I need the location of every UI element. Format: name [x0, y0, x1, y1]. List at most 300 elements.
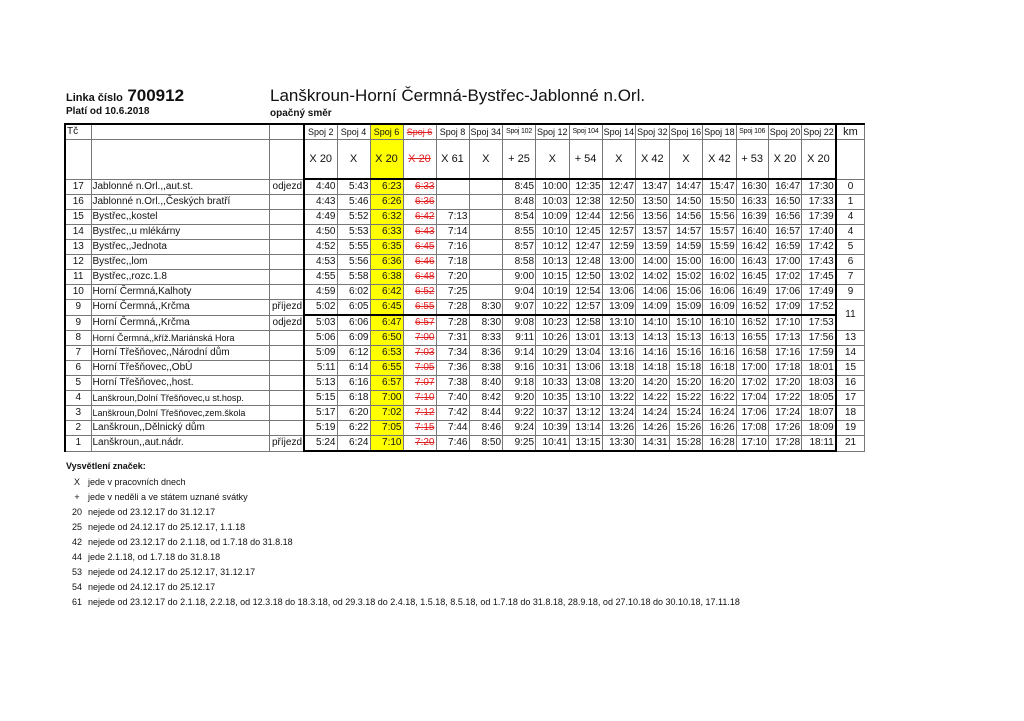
departure-time: 13:02	[602, 270, 636, 285]
departure-time: 13:06	[602, 285, 636, 300]
departure-time	[469, 195, 503, 210]
stop-name: Bystřec,,u mlékárny	[91, 225, 269, 240]
header-row-trips	[65, 124, 865, 140]
departure-time: 7:46	[436, 436, 469, 452]
departure-time: 13:18	[602, 361, 636, 376]
departure-time: 7:28	[436, 300, 469, 316]
arrival-departure-note	[269, 421, 304, 436]
stop-number: 8	[65, 331, 91, 346]
legend-symbol: 53	[71, 567, 82, 577]
departure-time: 13:20	[602, 376, 636, 391]
table-row	[65, 240, 865, 255]
departure-time: 5:15	[304, 391, 337, 406]
departure-time: 13:10	[569, 391, 602, 406]
departure-time: 17:24	[768, 406, 802, 421]
trip-name: Spoj 34	[469, 124, 503, 140]
km-header: km	[836, 124, 865, 140]
departure-time: 13:22	[602, 391, 636, 406]
header-row-codes	[65, 140, 865, 180]
departure-time	[469, 240, 503, 255]
legend-symbol: 42	[71, 537, 82, 547]
departure-time: 10:41	[536, 436, 570, 452]
arrival-departure-note	[269, 270, 304, 285]
direction-label: opačný směr	[270, 108, 332, 119]
departure-time: 8:30	[469, 315, 503, 331]
departure-time: 4:43	[304, 195, 337, 210]
departure-time: 14:26	[636, 421, 670, 436]
departure-time: 15:13	[669, 331, 703, 346]
table-row	[65, 300, 865, 316]
departure-time: 14:13	[636, 331, 670, 346]
departure-time: 5:46	[337, 195, 370, 210]
departure-time: 13:30	[602, 436, 636, 452]
legend-item	[66, 505, 740, 520]
table-row	[65, 391, 865, 406]
departure-time: 7:00	[403, 331, 436, 346]
departure-time: 15:28	[669, 436, 703, 452]
departure-time: 4:53	[304, 255, 337, 270]
legend-item	[66, 490, 740, 505]
departure-time: 7:13	[436, 210, 469, 225]
departure-time: 12:58	[569, 315, 602, 331]
stop-name: Lanškroun,,aut.nádr.	[91, 436, 269, 452]
table-row	[65, 436, 865, 452]
departure-time: 14:10	[636, 315, 670, 331]
trip-name: Spoj 12	[536, 124, 570, 140]
departure-time: 4:55	[304, 270, 337, 285]
legend-text: nejede od 23.12.17 do 2.1.18, 2.2.18, od 12.3.18 do 18.3.18, od 29.3.18 do 2.4.18, 1.5.18, 8.5.18, od 1.7.18 do 31.8.18, 28.9.18, od 27.10.18 do 30.10.18, 17.11.18	[88, 597, 740, 607]
departure-time: 14:47	[669, 179, 703, 195]
departure-time: 6:35	[370, 240, 403, 255]
departure-time: 10:23	[536, 315, 570, 331]
departure-time: 13:00	[602, 255, 636, 270]
stop-number: 7	[65, 346, 91, 361]
departure-time: 14:24	[636, 406, 670, 421]
departure-time: 6:02	[337, 285, 370, 300]
departure-time: 6:26	[370, 195, 403, 210]
stop-number: 16	[65, 195, 91, 210]
departure-time: 14:06	[636, 285, 670, 300]
departure-time: 7:36	[436, 361, 469, 376]
departure-time: 5:53	[337, 225, 370, 240]
legend-text: jede 2.1.18, od 1.7.18 do 31.8.18	[88, 552, 221, 562]
stop-number: 3	[65, 406, 91, 421]
departure-time: 15:50	[703, 195, 737, 210]
km-value: 17	[836, 391, 865, 406]
departure-time: 17:30	[802, 179, 836, 195]
arrival-departure-note	[269, 361, 304, 376]
stop-number: 11	[65, 270, 91, 285]
departure-time	[436, 195, 469, 210]
departure-time: 17:43	[802, 255, 836, 270]
trip-code: X	[337, 140, 370, 180]
departure-time: 6:36	[370, 255, 403, 270]
departure-time: 13:59	[636, 240, 670, 255]
table-row	[65, 225, 865, 240]
departure-time: 9:08	[503, 315, 536, 331]
trip-code: X	[536, 140, 570, 180]
trip-code: X 20	[802, 140, 836, 180]
departure-time: 8:55	[503, 225, 536, 240]
departure-time: 5:19	[304, 421, 337, 436]
timetable	[64, 123, 865, 452]
stop-name: Lanškroun,Dolní Třešňovec,u st.hosp.	[91, 391, 269, 406]
departure-time: 16:22	[703, 391, 737, 406]
stop-number: 4	[65, 391, 91, 406]
departure-time: 6:45	[370, 300, 403, 316]
departure-time: 17:06	[768, 285, 802, 300]
km-value: 9	[836, 285, 865, 300]
departure-time: 6:50	[370, 331, 403, 346]
km-value: 4	[836, 210, 865, 225]
stop-number: 14	[65, 225, 91, 240]
departure-time: 17:33	[802, 195, 836, 210]
departure-time: 15:22	[669, 391, 703, 406]
table-row	[65, 361, 865, 376]
departure-time: 17:08	[736, 421, 768, 436]
departure-time: 16:09	[703, 300, 737, 316]
departure-time: 15:20	[669, 376, 703, 391]
departure-time: 18:01	[802, 361, 836, 376]
departure-time: 13:56	[636, 210, 670, 225]
departure-time: 6:57	[370, 376, 403, 391]
table-row	[65, 406, 865, 421]
arrival-departure-note	[269, 391, 304, 406]
legend-title: Vysvětlení značek:	[66, 461, 146, 471]
departure-time: 7:18	[436, 255, 469, 270]
trip-code: + 25	[503, 140, 536, 180]
stop-name: Horní Třešňovec,,ObÚ	[91, 361, 269, 376]
departure-time: 6:52	[403, 285, 436, 300]
departure-time: 17:40	[802, 225, 836, 240]
departure-time: 7:40	[436, 391, 469, 406]
departure-time: 6:53	[370, 346, 403, 361]
trip-code: X 20	[304, 140, 337, 180]
departure-time: 9:04	[503, 285, 536, 300]
departure-time: 17:52	[802, 300, 836, 316]
departure-time: 14:57	[669, 225, 703, 240]
departure-time: 7:20	[436, 270, 469, 285]
departure-time: 10:10	[536, 225, 570, 240]
trip-name: Spoj 8	[436, 124, 469, 140]
departure-time: 10:26	[536, 331, 570, 346]
arrival-departure-note: příjezd	[269, 300, 304, 316]
stop-name: Bystřec,,kostel	[91, 210, 269, 225]
route-title: Lanškroun-Horní Čermná-Bystřec-Jablonné n.Orl.	[270, 86, 646, 105]
table-row	[65, 376, 865, 391]
departure-time: 15:24	[669, 406, 703, 421]
departure-time: 16:57	[768, 225, 802, 240]
departure-time: 5:43	[337, 179, 370, 195]
departure-time	[436, 179, 469, 195]
km-value: 18	[836, 406, 865, 421]
trip-code: X 20	[403, 140, 436, 180]
departure-time: 5:55	[337, 240, 370, 255]
departure-time: 13:50	[636, 195, 670, 210]
departure-time: 8:38	[469, 361, 503, 376]
departure-time: 9:22	[503, 406, 536, 421]
km-value: 16	[836, 376, 865, 391]
trip-name: Spoj 4	[337, 124, 370, 140]
stop-name: Bystřec,,lom	[91, 255, 269, 270]
departure-time	[469, 210, 503, 225]
departure-time: 13:24	[602, 406, 636, 421]
departure-time: 9:24	[503, 421, 536, 436]
departure-time: 17:02	[768, 270, 802, 285]
km-value: 15	[836, 361, 865, 376]
departure-time: 13:57	[636, 225, 670, 240]
line-heading	[66, 86, 184, 106]
departure-time: 9:11	[503, 331, 536, 346]
trip-code: X 42	[703, 140, 737, 180]
stop-number: 9	[65, 300, 91, 316]
departure-time: 17:04	[736, 391, 768, 406]
trip-code: + 54	[569, 140, 602, 180]
stop-number: 9	[65, 315, 91, 331]
trip-code: X	[602, 140, 636, 180]
departure-time: 17:28	[768, 436, 802, 452]
legend-item	[66, 595, 740, 610]
departure-time: 14:31	[636, 436, 670, 452]
departure-time: 8:40	[469, 376, 503, 391]
departure-time: 16:39	[736, 210, 768, 225]
departure-time: 16:33	[736, 195, 768, 210]
departure-time: 12:54	[569, 285, 602, 300]
departure-time: 16:28	[703, 436, 737, 452]
departure-time: 13:47	[636, 179, 670, 195]
departure-time: 8:54	[503, 210, 536, 225]
departure-time: 17:00	[768, 255, 802, 270]
km-value: 14	[836, 346, 865, 361]
trip-name: Spoj 16	[669, 124, 703, 140]
departure-time: 16:52	[736, 300, 768, 316]
departure-time: 16:50	[768, 195, 802, 210]
departure-time: 6:05	[337, 300, 370, 316]
departure-time: 6:46	[403, 255, 436, 270]
departure-time: 16:26	[703, 421, 737, 436]
table-row	[65, 179, 865, 195]
departure-time: 7:12	[403, 406, 436, 421]
departure-time: 16:42	[736, 240, 768, 255]
legend-symbol: 61	[71, 597, 82, 607]
stop-name: Horní Čermná,,Krčma	[91, 315, 269, 331]
departure-time: 10:33	[536, 376, 570, 391]
departure-time: 17:59	[802, 346, 836, 361]
departure-time: 6:22	[337, 421, 370, 436]
trip-name: Spoj 106	[736, 124, 768, 140]
departure-time: 4:50	[304, 225, 337, 240]
stop-name: Horní Čermná,Kalhoty	[91, 285, 269, 300]
departure-time: 18:09	[802, 421, 836, 436]
departure-time: 7:42	[436, 406, 469, 421]
legend-item	[66, 535, 740, 550]
line-label: Linka číslo	[66, 92, 123, 104]
departure-time: 6:42	[403, 210, 436, 225]
departure-time: 13:26	[602, 421, 636, 436]
departure-time: 7:25	[436, 285, 469, 300]
departure-time: 14:22	[636, 391, 670, 406]
departure-time: 6:24	[337, 436, 370, 452]
legend-symbol: +	[74, 492, 80, 502]
departure-time: 5:58	[337, 270, 370, 285]
departure-time: 12:57	[602, 225, 636, 240]
stop-name: Lanškroun,,Dělnický dům	[91, 421, 269, 436]
note-header-empty	[269, 124, 304, 140]
departure-time: 6:55	[403, 300, 436, 316]
departure-time: 12:50	[602, 195, 636, 210]
departure-time: 17:42	[802, 240, 836, 255]
arrival-departure-note	[269, 285, 304, 300]
trip-name: Spoj 104	[569, 124, 602, 140]
table-row	[65, 255, 865, 270]
departure-time: 14:50	[669, 195, 703, 210]
stop-name: Lanškroun,Dolní Třešňovec,zem.škola	[91, 406, 269, 421]
departure-time: 5:56	[337, 255, 370, 270]
valid-from: Platí od 10.6.2018	[66, 106, 150, 117]
departure-time: 9:16	[503, 361, 536, 376]
arrival-departure-note	[269, 376, 304, 391]
departure-time: 14:59	[669, 240, 703, 255]
km-value: 1	[836, 195, 865, 210]
trip-name: Spoj 14	[602, 124, 636, 140]
trip-name: Spoj 6	[370, 124, 403, 140]
departure-time: 15:59	[703, 240, 737, 255]
departure-time: 18:05	[802, 391, 836, 406]
departure-time: 15:09	[669, 300, 703, 316]
departure-time: 13:15	[569, 436, 602, 452]
departure-time: 10:13	[536, 255, 570, 270]
arrival-departure-note: odjezd	[269, 179, 304, 195]
departure-time: 16:10	[703, 315, 737, 331]
trip-name: Spoj 6	[403, 124, 436, 140]
tc-code-empty	[65, 140, 91, 180]
stop-name: Jablonné n.Orl.,,aut.st.	[91, 179, 269, 195]
departure-time	[469, 225, 503, 240]
departure-time: 6:57	[403, 315, 436, 331]
departure-time: 14:20	[636, 376, 670, 391]
departure-time: 8:48	[503, 195, 536, 210]
departure-time: 6:23	[370, 179, 403, 195]
departure-time: 5:03	[304, 315, 337, 331]
arrival-departure-note	[269, 346, 304, 361]
departure-time: 16:00	[703, 255, 737, 270]
departure-time: 16:47	[768, 179, 802, 195]
km-value: 6	[836, 255, 865, 270]
departure-time: 8:45	[503, 179, 536, 195]
trip-code: X 20	[768, 140, 802, 180]
legend-item	[66, 475, 740, 490]
departure-time: 17:45	[802, 270, 836, 285]
legend-item	[66, 580, 740, 595]
departure-time: 6:43	[403, 225, 436, 240]
legend-item	[66, 565, 740, 580]
departure-time: 17:39	[802, 210, 836, 225]
departure-time: 7:16	[436, 240, 469, 255]
departure-time: 8:36	[469, 346, 503, 361]
departure-time: 16:02	[703, 270, 737, 285]
departure-time: 7:20	[403, 436, 436, 452]
departure-time: 13:09	[602, 300, 636, 316]
trip-name: Spoj 102	[503, 124, 536, 140]
legend-symbol: 25	[71, 522, 82, 532]
arrival-departure-note	[269, 331, 304, 346]
departure-time: 7:00	[370, 391, 403, 406]
departure-time: 10:22	[536, 300, 570, 316]
stop-name: Bystřec,,rozc.1.8	[91, 270, 269, 285]
legend-text: jede v neděli a ve státem uznané svátky	[88, 492, 248, 502]
departure-time: 12:47	[569, 240, 602, 255]
table-row	[65, 346, 865, 361]
departure-time: 14:00	[636, 255, 670, 270]
legend-text: nejede od 24.12.17 do 25.12.17	[88, 582, 216, 592]
trip-name: Spoj 32	[636, 124, 670, 140]
table-row	[65, 421, 865, 436]
departure-time: 6:18	[337, 391, 370, 406]
departure-time: 8:50	[469, 436, 503, 452]
trip-name: Spoj 2	[304, 124, 337, 140]
departure-time: 9:07	[503, 300, 536, 316]
arrival-departure-note: příjezd	[269, 436, 304, 452]
arrival-departure-note: odjezd	[269, 315, 304, 331]
departure-time: 8:57	[503, 240, 536, 255]
km-value: 7	[836, 270, 865, 285]
legend-symbol: 44	[71, 552, 82, 562]
legend-text: jede v pracovních dnech	[88, 477, 186, 487]
departure-time: 17:18	[768, 361, 802, 376]
stop-name: Bystřec,,Jednota	[91, 240, 269, 255]
departure-time: 6:45	[403, 240, 436, 255]
departure-time: 8:58	[503, 255, 536, 270]
departure-time: 13:14	[569, 421, 602, 436]
departure-time: 5:13	[304, 376, 337, 391]
stop-number: 13	[65, 240, 91, 255]
departure-time: 7:03	[403, 346, 436, 361]
departure-time: 15:00	[669, 255, 703, 270]
arrival-departure-note	[269, 225, 304, 240]
table-row	[65, 315, 865, 331]
departure-time: 17:10	[736, 436, 768, 452]
table-row	[65, 195, 865, 210]
departure-time: 6:47	[370, 315, 403, 331]
departure-time: 10:15	[536, 270, 570, 285]
departure-time: 12:50	[569, 270, 602, 285]
departure-time: 16:40	[736, 225, 768, 240]
stop-number: 2	[65, 421, 91, 436]
departure-time: 17:00	[736, 361, 768, 376]
departure-time: 18:11	[802, 436, 836, 452]
departure-time: 14:56	[669, 210, 703, 225]
legend-text: nejede od 23.12.17 do 31.12.17	[88, 507, 216, 517]
departure-time: 5:17	[304, 406, 337, 421]
km-value: 19	[836, 421, 865, 436]
departure-time: 13:16	[602, 346, 636, 361]
legend-item	[66, 520, 740, 535]
trip-name: Spoj 22	[802, 124, 836, 140]
departure-time: 14:18	[636, 361, 670, 376]
departure-time: 13:08	[569, 376, 602, 391]
departure-time: 17:09	[768, 300, 802, 316]
departure-time: 8:44	[469, 406, 503, 421]
trip-code: + 53	[736, 140, 768, 180]
km-value: 5	[836, 240, 865, 255]
departure-time: 9:14	[503, 346, 536, 361]
departure-time: 13:10	[602, 315, 636, 331]
km-value: 11	[836, 300, 865, 331]
departure-time: 16:20	[703, 376, 737, 391]
departure-time: 7:28	[436, 315, 469, 331]
departure-time: 9:25	[503, 436, 536, 452]
departure-time: 15:06	[669, 285, 703, 300]
